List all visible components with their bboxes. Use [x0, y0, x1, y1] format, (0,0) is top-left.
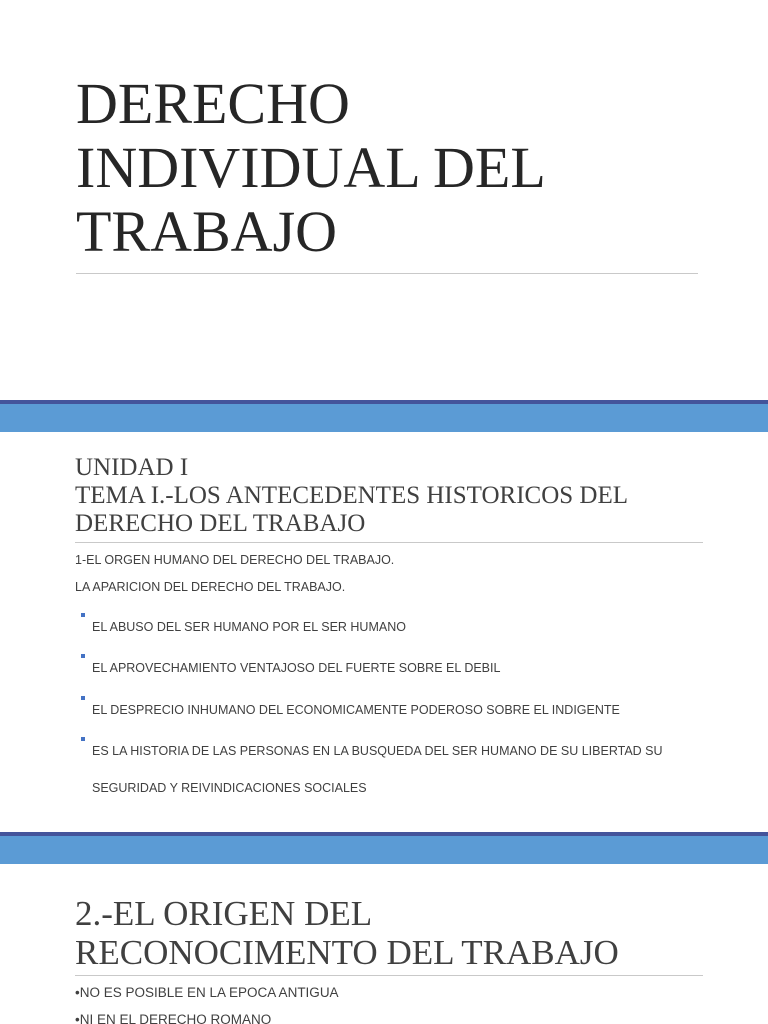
title-line: INDIVIDUAL DEL: [76, 135, 546, 200]
bullet-item: [81, 650, 691, 687]
paragraph: 1-EL ORGEN HUMANO DEL DERECHO DEL TRABAJO.: [75, 553, 395, 567]
title-underline: [76, 273, 698, 274]
slide-2: [0, 432, 768, 832]
title-line: UNIDAD I: [75, 454, 189, 481]
paragraph: •NI EN EL DERECHO ROMANO: [75, 1012, 272, 1024]
slide-1-title: [76, 72, 696, 264]
title-line: TRABAJO: [76, 199, 338, 264]
slide-divider: [0, 832, 768, 864]
bullet-item: [81, 733, 691, 807]
slide-3-title: [75, 894, 715, 972]
bullet-text: EL ABUSO DEL SER HUMANO POR EL SER HUMANO: [92, 620, 406, 634]
title-line: DERECHO DEL TRABAJO: [75, 510, 366, 537]
title-underline: [75, 975, 703, 976]
slide-3: [0, 864, 768, 1024]
divider-edge: [0, 400, 768, 404]
title-underline: [75, 542, 703, 543]
bullet-square-icon: [81, 696, 85, 700]
paragraph: •NO ES POSIBLE EN LA EPOCA ANTIGUA: [75, 985, 339, 1000]
bullet-item: [81, 692, 691, 729]
title-line: DERECHO: [76, 71, 350, 136]
bullet-text: EL APROVECHAMIENTO VENTAJOSO DEL FUERTE SOBRE EL DEBIL: [92, 661, 501, 675]
paragraph: LA APARICION DEL DERECHO DEL TRABAJO.: [75, 580, 346, 594]
title-line: RECONOCIMENTO DEL TRABAJO: [75, 933, 619, 972]
bullet-square-icon: [81, 613, 85, 617]
bullet-square-icon: [81, 737, 85, 741]
bullet-text: EL DESPRECIO INHUMANO DEL ECONOMICAMENTE PODEROSO SOBRE EL INDIGENTE: [92, 703, 620, 717]
title-line: TEMA I.-LOS ANTECEDENTES HISTORICOS DEL: [75, 482, 629, 509]
bullet-square-icon: [81, 654, 85, 658]
slide-divider: [0, 400, 768, 432]
divider-edge: [0, 832, 768, 836]
slide-2-title: [75, 454, 715, 538]
title-line: 2.-EL ORIGEN DEL: [75, 894, 373, 933]
slide-1: [0, 0, 768, 400]
bullet-text: ES LA HISTORIA DE LAS PERSONAS EN LA BUSQUEDA DEL SER HUMANO DE SU LIBERTAD SU SEGURIDAD Y REIVINDICACIONES SOCIALES: [92, 744, 663, 795]
bullet-item: [81, 609, 691, 646]
